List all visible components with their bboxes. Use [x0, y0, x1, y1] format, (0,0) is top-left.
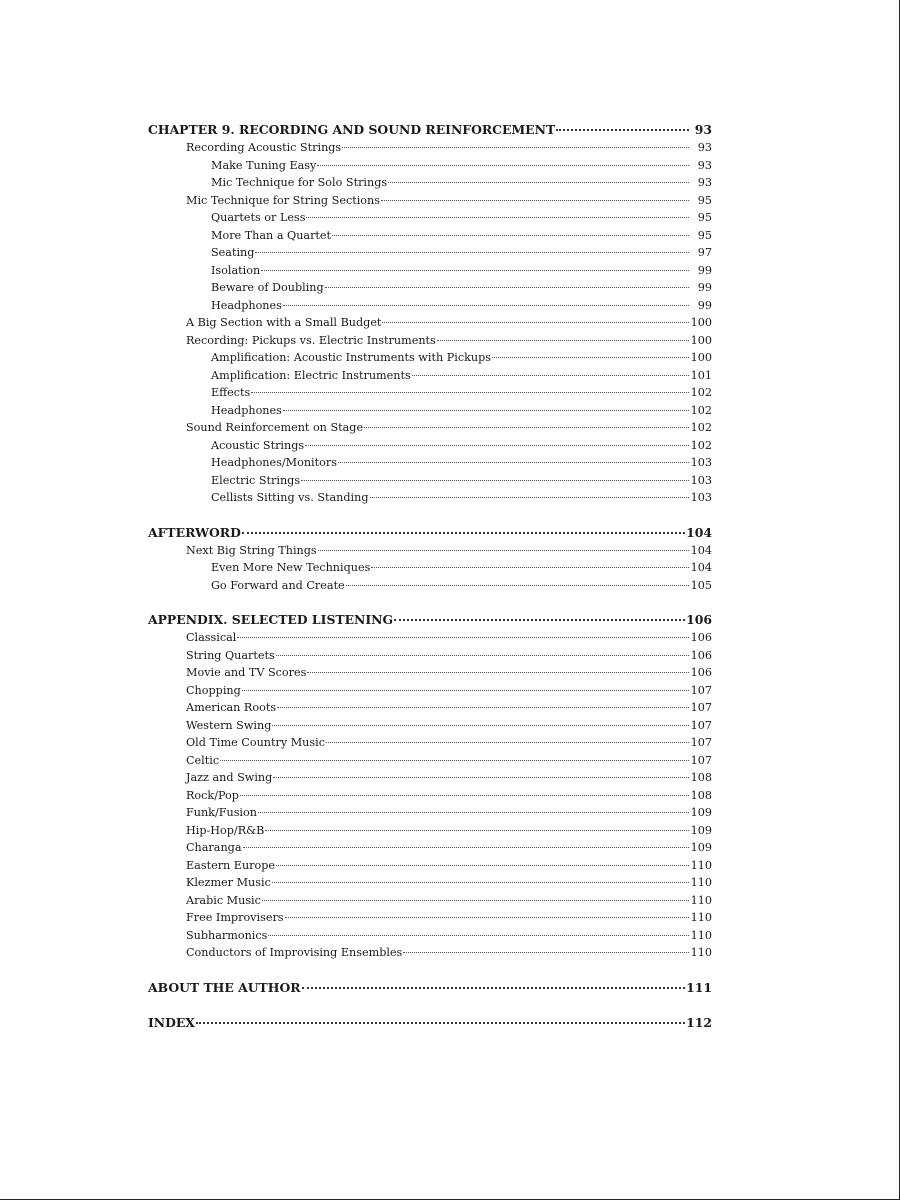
dot-leader [332, 235, 689, 236]
dot-leader [220, 760, 689, 761]
dot-leader [492, 357, 689, 358]
dot-leader [307, 672, 689, 673]
toc-entry [148, 384, 712, 402]
toc-entry [148, 244, 712, 262]
toc-entry-title: A Big Section with a Small Budget [186, 316, 382, 329]
dot-leader [242, 532, 685, 534]
toc-page-number: 102 [690, 386, 712, 399]
toc-entry [148, 279, 712, 297]
toc-entry-title: Sound Reinforcement on Stage [186, 421, 364, 434]
toc-page-number: 111 [686, 979, 712, 995]
toc-entry-title: ABOUT THE AUTHOR [148, 979, 301, 995]
toc-entry-title: Amplification: Acoustic Instruments with Pickups [211, 351, 491, 364]
toc-page-number: 101 [690, 368, 712, 382]
dot-leader [306, 217, 689, 218]
dot-leader [317, 165, 689, 166]
dot-leader [243, 847, 690, 848]
toc-entry [148, 769, 712, 787]
dot-leader [258, 812, 689, 813]
toc-entry-title: Effects [211, 386, 251, 399]
dot-leader [276, 655, 689, 656]
toc-page-number: 95 [697, 211, 712, 224]
toc-entry-title: Even More New Techniques [211, 561, 371, 574]
toc-entry [148, 839, 712, 857]
toc-chapter-entry [148, 121, 712, 139]
toc-entry-title: Celtic [186, 753, 220, 767]
toc-page-number: 99 [697, 263, 712, 277]
toc-page-number: 100 [690, 351, 712, 364]
toc-page-number: 108 [690, 771, 712, 784]
dot-leader [326, 742, 689, 743]
dot-leader [268, 935, 689, 936]
dot-leader [240, 795, 689, 796]
toc-chapter-entry [148, 611, 712, 629]
toc-entry [148, 262, 712, 280]
toc-page-number: 110 [690, 893, 712, 907]
toc-page-number: 103 [690, 491, 712, 504]
toc-page-number: 110 [690, 928, 712, 942]
toc-entry-title: Klezmer Music [186, 876, 271, 889]
dot-leader [346, 585, 689, 586]
toc-entry [148, 664, 712, 682]
toc-page-number: 95 [697, 193, 712, 207]
toc-entry-title: CHAPTER 9. RECORDING AND SOUND REINFORCEMENT [148, 122, 556, 137]
toc-page-number: 104 [690, 561, 712, 574]
toc-page-number: 100 [690, 333, 712, 347]
dot-leader [394, 619, 685, 621]
toc-page-number: 112 [686, 1014, 712, 1030]
toc-page-number: 99 [697, 298, 712, 312]
table-of-contents [148, 121, 712, 1032]
toc-page-number: 93 [697, 176, 712, 189]
toc-page-number: 110 [690, 946, 712, 959]
toc-entry [148, 454, 712, 472]
toc-entry-title: Acoustic Strings [211, 438, 305, 452]
toc-entry-title: Rock/Pop [186, 788, 239, 802]
toc-page-number: 93 [697, 141, 712, 154]
toc-entry-title: Headphones [211, 298, 282, 312]
toc-entry [148, 437, 712, 455]
toc-page-number: 97 [697, 246, 712, 259]
toc-page-number: 102 [690, 421, 712, 434]
dot-leader [302, 987, 686, 989]
dot-leader [261, 270, 689, 271]
dot-leader [273, 777, 689, 778]
toc-page-number: 93 [697, 158, 712, 172]
toc-entry-title: Arabic Music [186, 893, 261, 907]
toc-page-number: 107 [690, 736, 712, 749]
toc-entry-title: Recording Acoustic Strings [186, 141, 342, 154]
toc-entry [148, 472, 712, 490]
toc-entry [148, 734, 712, 752]
toc-entry [148, 227, 712, 245]
toc-entry [148, 402, 712, 420]
toc-page-number: 109 [690, 841, 712, 854]
dot-leader [437, 340, 689, 341]
toc-page-number: 104 [690, 543, 712, 557]
toc-entry-title: Chopping [186, 683, 241, 697]
toc-entry-title: Free Improvisers [186, 911, 284, 924]
dot-leader [276, 865, 689, 866]
toc-entry-title: Conductors of Improvising Ensembles [186, 946, 403, 959]
dot-leader [283, 410, 689, 411]
toc-entry-title: Movie and TV Scores [186, 666, 307, 679]
toc-entry-title: Classical [186, 631, 237, 644]
toc-entry [148, 874, 712, 892]
toc-entry-title: Charanga [186, 841, 242, 854]
toc-entry-title: Amplification: Electric Instruments [211, 368, 411, 382]
toc-entry [148, 577, 712, 595]
toc-entry [148, 752, 712, 770]
dot-leader [196, 1022, 685, 1024]
toc-chapter-entry [148, 979, 712, 997]
dot-leader [285, 917, 689, 918]
toc-entry-title: More Than a Quartet [211, 228, 332, 242]
toc-entry [148, 559, 712, 577]
toc-entry [148, 699, 712, 717]
toc-entry-title: Funk/Fusion [186, 806, 257, 819]
toc-entry-title: Jazz and Swing [186, 771, 273, 784]
toc-entry [148, 157, 712, 175]
toc-entry [148, 419, 712, 437]
toc-entry [148, 349, 712, 367]
toc-entry [148, 892, 712, 910]
dot-leader [237, 637, 689, 638]
toc-entry [148, 717, 712, 735]
toc-entry-title: Beware of Doubling [211, 281, 324, 294]
dot-leader [556, 129, 689, 131]
dot-leader [370, 497, 690, 498]
toc-entry [148, 542, 712, 560]
toc-page-number: 103 [690, 473, 712, 487]
toc-entry-title: Headphones [211, 403, 282, 417]
toc-entry [148, 822, 712, 840]
toc-entry [148, 927, 712, 945]
toc-page-number: 107 [690, 701, 712, 714]
toc-entry [148, 909, 712, 927]
toc-entry-title: AFTERWORD [148, 524, 241, 540]
toc-entry [148, 192, 712, 210]
toc-page-number: 110 [690, 858, 712, 872]
toc-page-number: 109 [690, 823, 712, 837]
toc-entry [148, 629, 712, 647]
toc-entry [148, 489, 712, 507]
toc-page-number: 103 [690, 456, 712, 469]
toc-entry-title: Subharmonics [186, 928, 268, 942]
toc-entry [148, 787, 712, 805]
dot-leader [265, 830, 689, 831]
toc-entry-title: APPENDIX. SELECTED LISTENING [148, 612, 394, 627]
toc-page-number: 107 [690, 718, 712, 732]
toc-page-number: 107 [690, 753, 712, 767]
toc-entry-title: Quartets or Less [211, 211, 306, 224]
dot-leader [412, 375, 689, 376]
toc-chapter-entry [148, 1014, 712, 1032]
toc-entry-title: Western Swing [186, 718, 272, 732]
dot-leader [255, 252, 689, 253]
toc-page-number: 104 [686, 524, 712, 540]
toc-entry-title: American Roots [186, 701, 277, 714]
toc-page-number: 110 [690, 911, 712, 924]
toc-page-number: 109 [690, 806, 712, 819]
dot-leader [364, 427, 689, 428]
toc-page-number: 100 [690, 316, 712, 329]
toc-entry-title: Hip-Hop/R&B [186, 823, 265, 837]
toc-page-number: 106 [690, 648, 712, 662]
dot-leader [371, 567, 689, 568]
toc-entry-title: Electric Strings [211, 473, 301, 487]
toc-entry [148, 297, 712, 315]
dot-leader [318, 550, 689, 551]
dot-leader [301, 480, 689, 481]
toc-entry [148, 332, 712, 350]
toc-page-number: 110 [690, 876, 712, 889]
toc-page-number: 102 [690, 438, 712, 452]
toc-entry [148, 314, 712, 332]
toc-entry [148, 209, 712, 227]
toc-entry-title: Next Big String Things [186, 543, 317, 557]
toc-entry [148, 804, 712, 822]
dot-leader [338, 462, 689, 463]
toc-entry [148, 682, 712, 700]
toc-entry-title: Mic Technique for String Sections [186, 193, 380, 207]
toc-entry [148, 647, 712, 665]
toc-page-number: 99 [697, 281, 712, 294]
toc-chapter-entry [148, 524, 712, 542]
toc-entry-title: INDEX [148, 1014, 195, 1030]
toc-entry [148, 944, 712, 962]
dot-leader [388, 182, 689, 183]
toc-page-number: 106 [686, 612, 712, 627]
dot-leader [305, 445, 689, 446]
toc-entry-title: Old Time Country Music [186, 736, 325, 749]
dot-leader [382, 322, 689, 323]
toc-page-number: 107 [690, 683, 712, 697]
toc-page-number: 105 [690, 578, 712, 592]
toc-page-number: 108 [690, 788, 712, 802]
dot-leader [262, 900, 689, 901]
dot-leader [272, 725, 689, 726]
toc-entry [148, 174, 712, 192]
dot-leader [272, 882, 689, 883]
toc-page-number: 106 [690, 666, 712, 679]
toc-entry-title: Isolation [211, 263, 261, 277]
toc-page-number: 106 [690, 631, 712, 644]
toc-entry-title: Seating [211, 246, 255, 259]
toc-entry [148, 139, 712, 157]
dot-leader [283, 305, 689, 306]
dot-leader [403, 952, 689, 953]
dot-leader [242, 690, 689, 691]
toc-entry-title: Headphones/Monitors [211, 456, 337, 469]
dot-leader [251, 392, 689, 393]
toc-entry [148, 857, 712, 875]
toc-entry-title: Recording: Pickups vs. Electric Instruments [186, 333, 436, 347]
dot-leader [277, 707, 689, 708]
toc-entry-title: Make Tuning Easy [211, 158, 317, 172]
toc-page-number: 102 [690, 403, 712, 417]
dot-leader [381, 200, 689, 201]
toc-entry-title: Mic Technique for Solo Strings [211, 176, 388, 189]
toc-entry-title: Cellists Sitting vs. Standing [211, 491, 369, 504]
toc-entry [148, 367, 712, 385]
toc-entry-title: Go Forward and Create [211, 578, 345, 592]
toc-page-number: 95 [697, 228, 712, 242]
toc-entry-title: Eastern Europe [186, 858, 276, 872]
dot-leader [342, 147, 689, 148]
dot-leader [325, 287, 689, 288]
toc-entry-title: String Quartets [186, 648, 275, 662]
toc-page-number: 93 [694, 122, 712, 137]
